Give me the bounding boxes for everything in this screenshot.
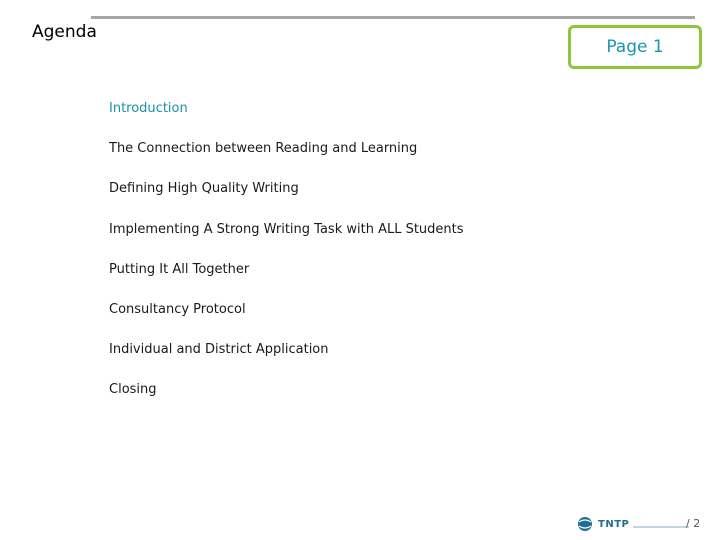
agenda-item-reading-learning: The Connection between Reading and Learning [109, 141, 418, 157]
slide-title: Agenda [32, 22, 97, 42]
agenda-item-introduction: Introduction [109, 101, 188, 116]
header-rule [91, 16, 695, 19]
agenda-item-consultancy-protocol: Consultancy Protocol [109, 301, 246, 317]
page-number: / 2 [686, 517, 701, 530]
agenda-item-high-quality-writing: Defining High Quality Writing [109, 181, 299, 197]
agenda-item-closing: Closing [109, 382, 157, 398]
page-badge [568, 25, 702, 69]
agenda-item-district-application: Individual and District Application [109, 342, 329, 358]
logo-tagline [633, 526, 689, 528]
page-badge-label: Page 1 [606, 37, 664, 57]
agenda-item-putting-together: Putting It All Together [109, 261, 250, 277]
globe-icon [576, 516, 594, 532]
logo-text: TNTP [598, 518, 630, 530]
agenda-item-writing-task: Implementing A Strong Writing Task with ALL Students [109, 221, 464, 237]
agenda-list [109, 100, 464, 422]
tntp-logo [576, 516, 689, 532]
